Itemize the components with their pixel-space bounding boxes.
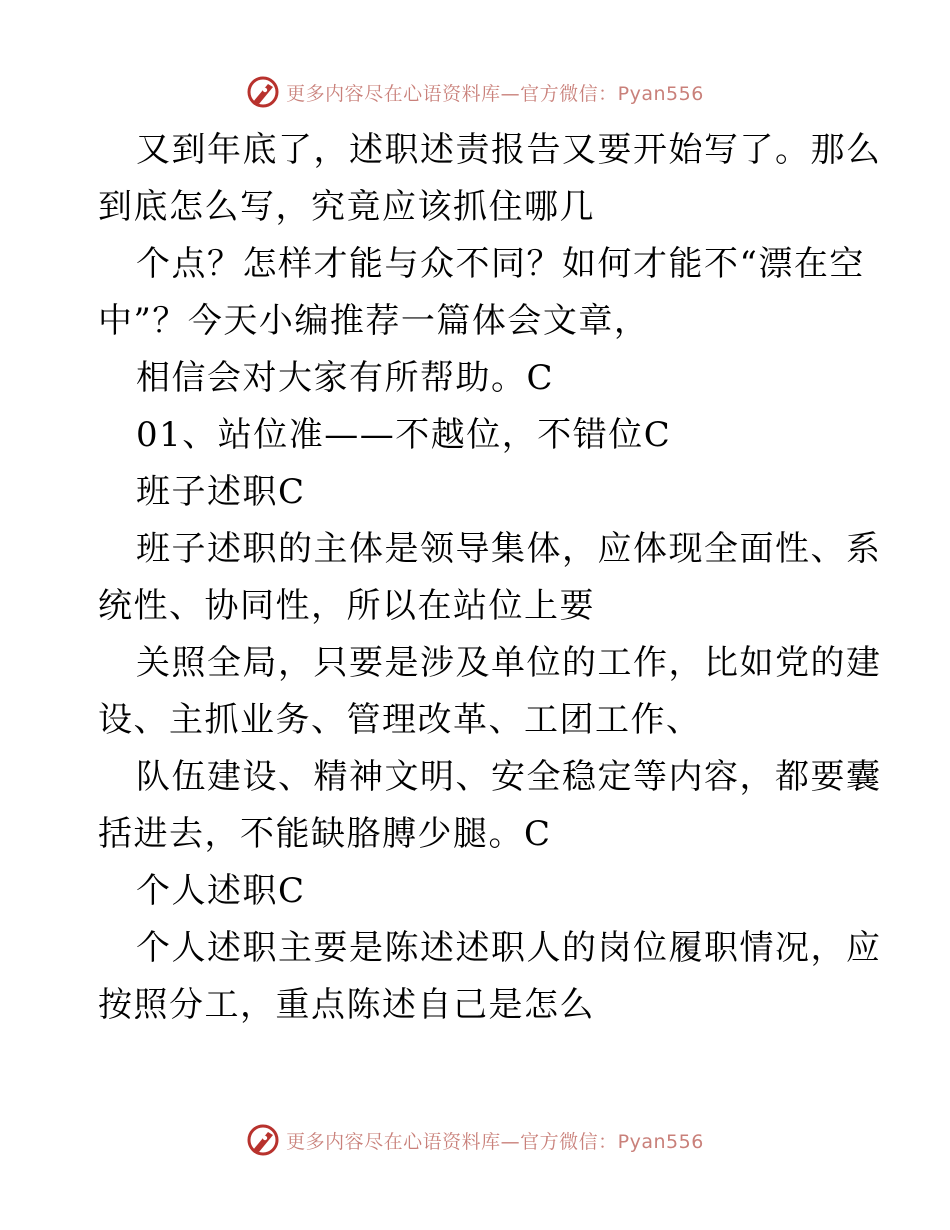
text-line: 班子述职的主体是领导集体，应体现全面性、系 — [136, 529, 882, 569]
text-line: 按照分工，重点陈述自己是怎么 — [98, 985, 595, 1025]
text-line: 关照全局，只要是涉及单位的工作，比如党的建 — [136, 643, 882, 683]
text-line: 个点？怎样才能与众不同？如何才能不“漂在空 — [136, 244, 865, 284]
footer-watermark-text: 更多内容尽在心语资料库—官方微信：Pyan556 — [286, 1130, 704, 1153]
text-line: 统性、协同性，所以在站位上要 — [98, 586, 595, 626]
text-line: 个人述职主要是陈述述职人的岗位履职情况，应 — [136, 928, 882, 968]
text-line: 又到年底了，述职述责报告又要开始写了。那么 — [136, 130, 882, 170]
subsection-heading: 个人述职C — [136, 871, 306, 911]
subsection-heading: 班子述职C — [136, 472, 306, 512]
text-line: 括进去，不能缺胳膊少腿。C — [98, 814, 552, 854]
pen-nib-circle-logo-icon — [246, 75, 280, 109]
pen-nib-circle-logo-icon — [246, 1123, 280, 1157]
header-watermark-text: 更多内容尽在心语资料库—官方微信：Pyan556 — [286, 82, 704, 105]
header-watermark — [0, 72, 950, 112]
section-heading: 01、站位准——不越位，不错位C — [136, 415, 672, 455]
text-line: 相信会对大家有所帮助。C — [136, 358, 555, 398]
text-line: 中”？今天小编推荐一篇体会文章， — [98, 301, 650, 341]
text-line: 队伍建设、精神文明、安全稳定等内容，都要囊 — [136, 757, 882, 797]
footer-watermark — [0, 1120, 950, 1160]
text-line: 到底怎么写，究竟应该抓住哪几 — [98, 187, 595, 227]
text-line: 设、主抓业务、管理改革、工团工作、 — [98, 700, 702, 740]
document-body — [98, 122, 882, 1034]
